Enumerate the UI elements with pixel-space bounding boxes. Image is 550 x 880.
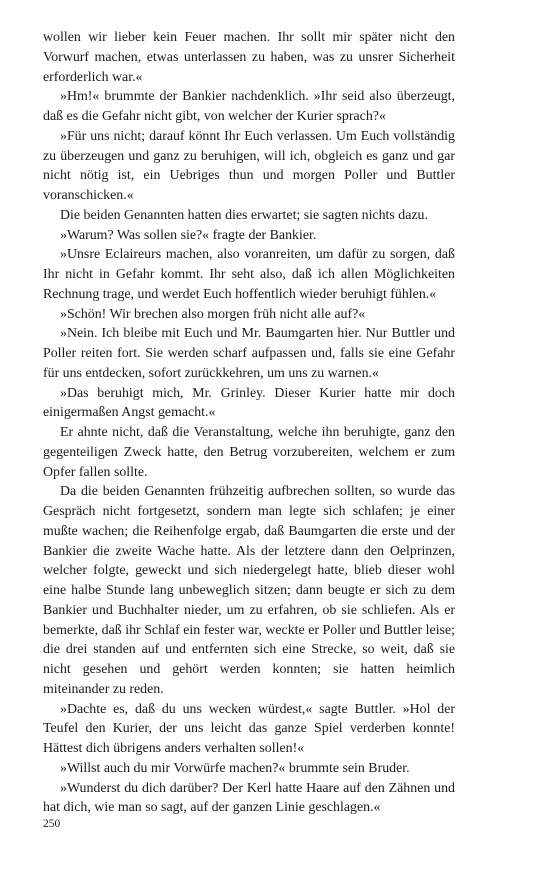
paragraph: »Nein. Ich bleibe mit Euch und Mr. Baumgarten hier. Nur Buttler und Poller reiten fort. Sie werden scharf aufpassen und, falls sie eine Gefahr für uns entdecken, sofort zurückkehren, um uns zu warnen.«	[43, 326, 455, 381]
paragraph: Da die beiden Genannten frühzeitig aufbrechen sollten, so wurde das Gespräch nicht fortgesetzt, sondern man legte sich schlafen; je einer mußte wachen; die Reihenfolge ergab, daß Baumgarten die erste und der Bankier die zweite Wache hatte. Als der letztere dann den Oelprinzen, welcher folgte, geweckt und sich niedergelegt hatte, blieb dieser wohl eine halbe Stunde lang unbeweglich sitzen; dann beugte er sich zu dem Bankier und Buchhalter nieder, um zu erfahren, ob sie schliefen. Als er bemerkte, daß ihr Schlaf ein fester war, weckte er Poller und Buttler leise; die drei standen auf und entfernten sich eine Strecke, so weit, daß sie nicht gesehen und gehört werden konnten; sie hatten heimlich miteinander zu reden.	[43, 484, 455, 697]
page-number: 250	[43, 818, 61, 830]
paragraph: »Das beruhigt mich, Mr. Grinley. Dieser Kurier hatte mir doch einigermaßen Angst gemacht.«	[43, 385, 455, 421]
paragraph: »Schön! Wir brechen also morgen früh nicht alle auf?«	[60, 306, 366, 322]
paragraph: »Willst auch du mir Vorwürfe machen?« brummte sein Bruder.	[60, 760, 410, 776]
paragraph: wollen wir lieber kein Feuer machen. Ihr sollt mir später nicht den Vorwurf machen, etwas unterlassen zu haben, was zu unsrer Sicherheit erforderlich war.«	[43, 30, 455, 85]
page-body	[43, 28, 455, 818]
paragraph: »Unsre Eclaireurs machen, also voranreiten, um dafür zu sorgen, daß Ihr nicht in Gefahr kommt. Ihr seht also, daß ich allen Möglichkeiten Rechnung trage, und werdet Euch hoffentlich wieder beruhigt fühlen.«	[43, 247, 455, 302]
paragraph: »Für uns nicht; darauf könnt Ihr Euch verlassen. Um Euch vollständig zu überzeugen und ganz zu beruhigen, will ich, obgleich es ganz und gar nicht nötig ist, ein Uebriges thun und morgen Poller und Buttler voranschicken.«	[43, 128, 455, 203]
paragraph: »Dachte es, daß du uns wecken würdest,« sagte Buttler. »Hol der Teufel den Kurier, der uns leicht das ganze Spiel verderben konnte! Hättest dich übrigens anders verhalten sollen!«	[43, 701, 455, 756]
paragraph: »Warum? Was sollen sie?« fragte der Bankier.	[60, 227, 317, 243]
paragraph: Die beiden Genannten hatten dies erwartet; sie sagten nichts dazu.	[60, 207, 428, 223]
paragraph: Er ahnte nicht, daß die Veranstaltung, welche ihn beruhigte, ganz den gegenteiligen Zweck hatte, den Betrug vorzubereiten, welchem er zum Opfer fallen sollte.	[43, 425, 455, 480]
paragraph: »Wunderst du dich darüber? Der Kerl hatte Haare auf den Zähnen und hat dich, wie man so sagt, auf der ganzen Linie geschlagen.«	[43, 780, 455, 816]
paragraph: »Hm!« brummte der Bankier nachdenklich. »Ihr seid also überzeugt, daß es die Gefahr nicht gibt, von welcher der Kurier sprach?«	[43, 89, 455, 124]
